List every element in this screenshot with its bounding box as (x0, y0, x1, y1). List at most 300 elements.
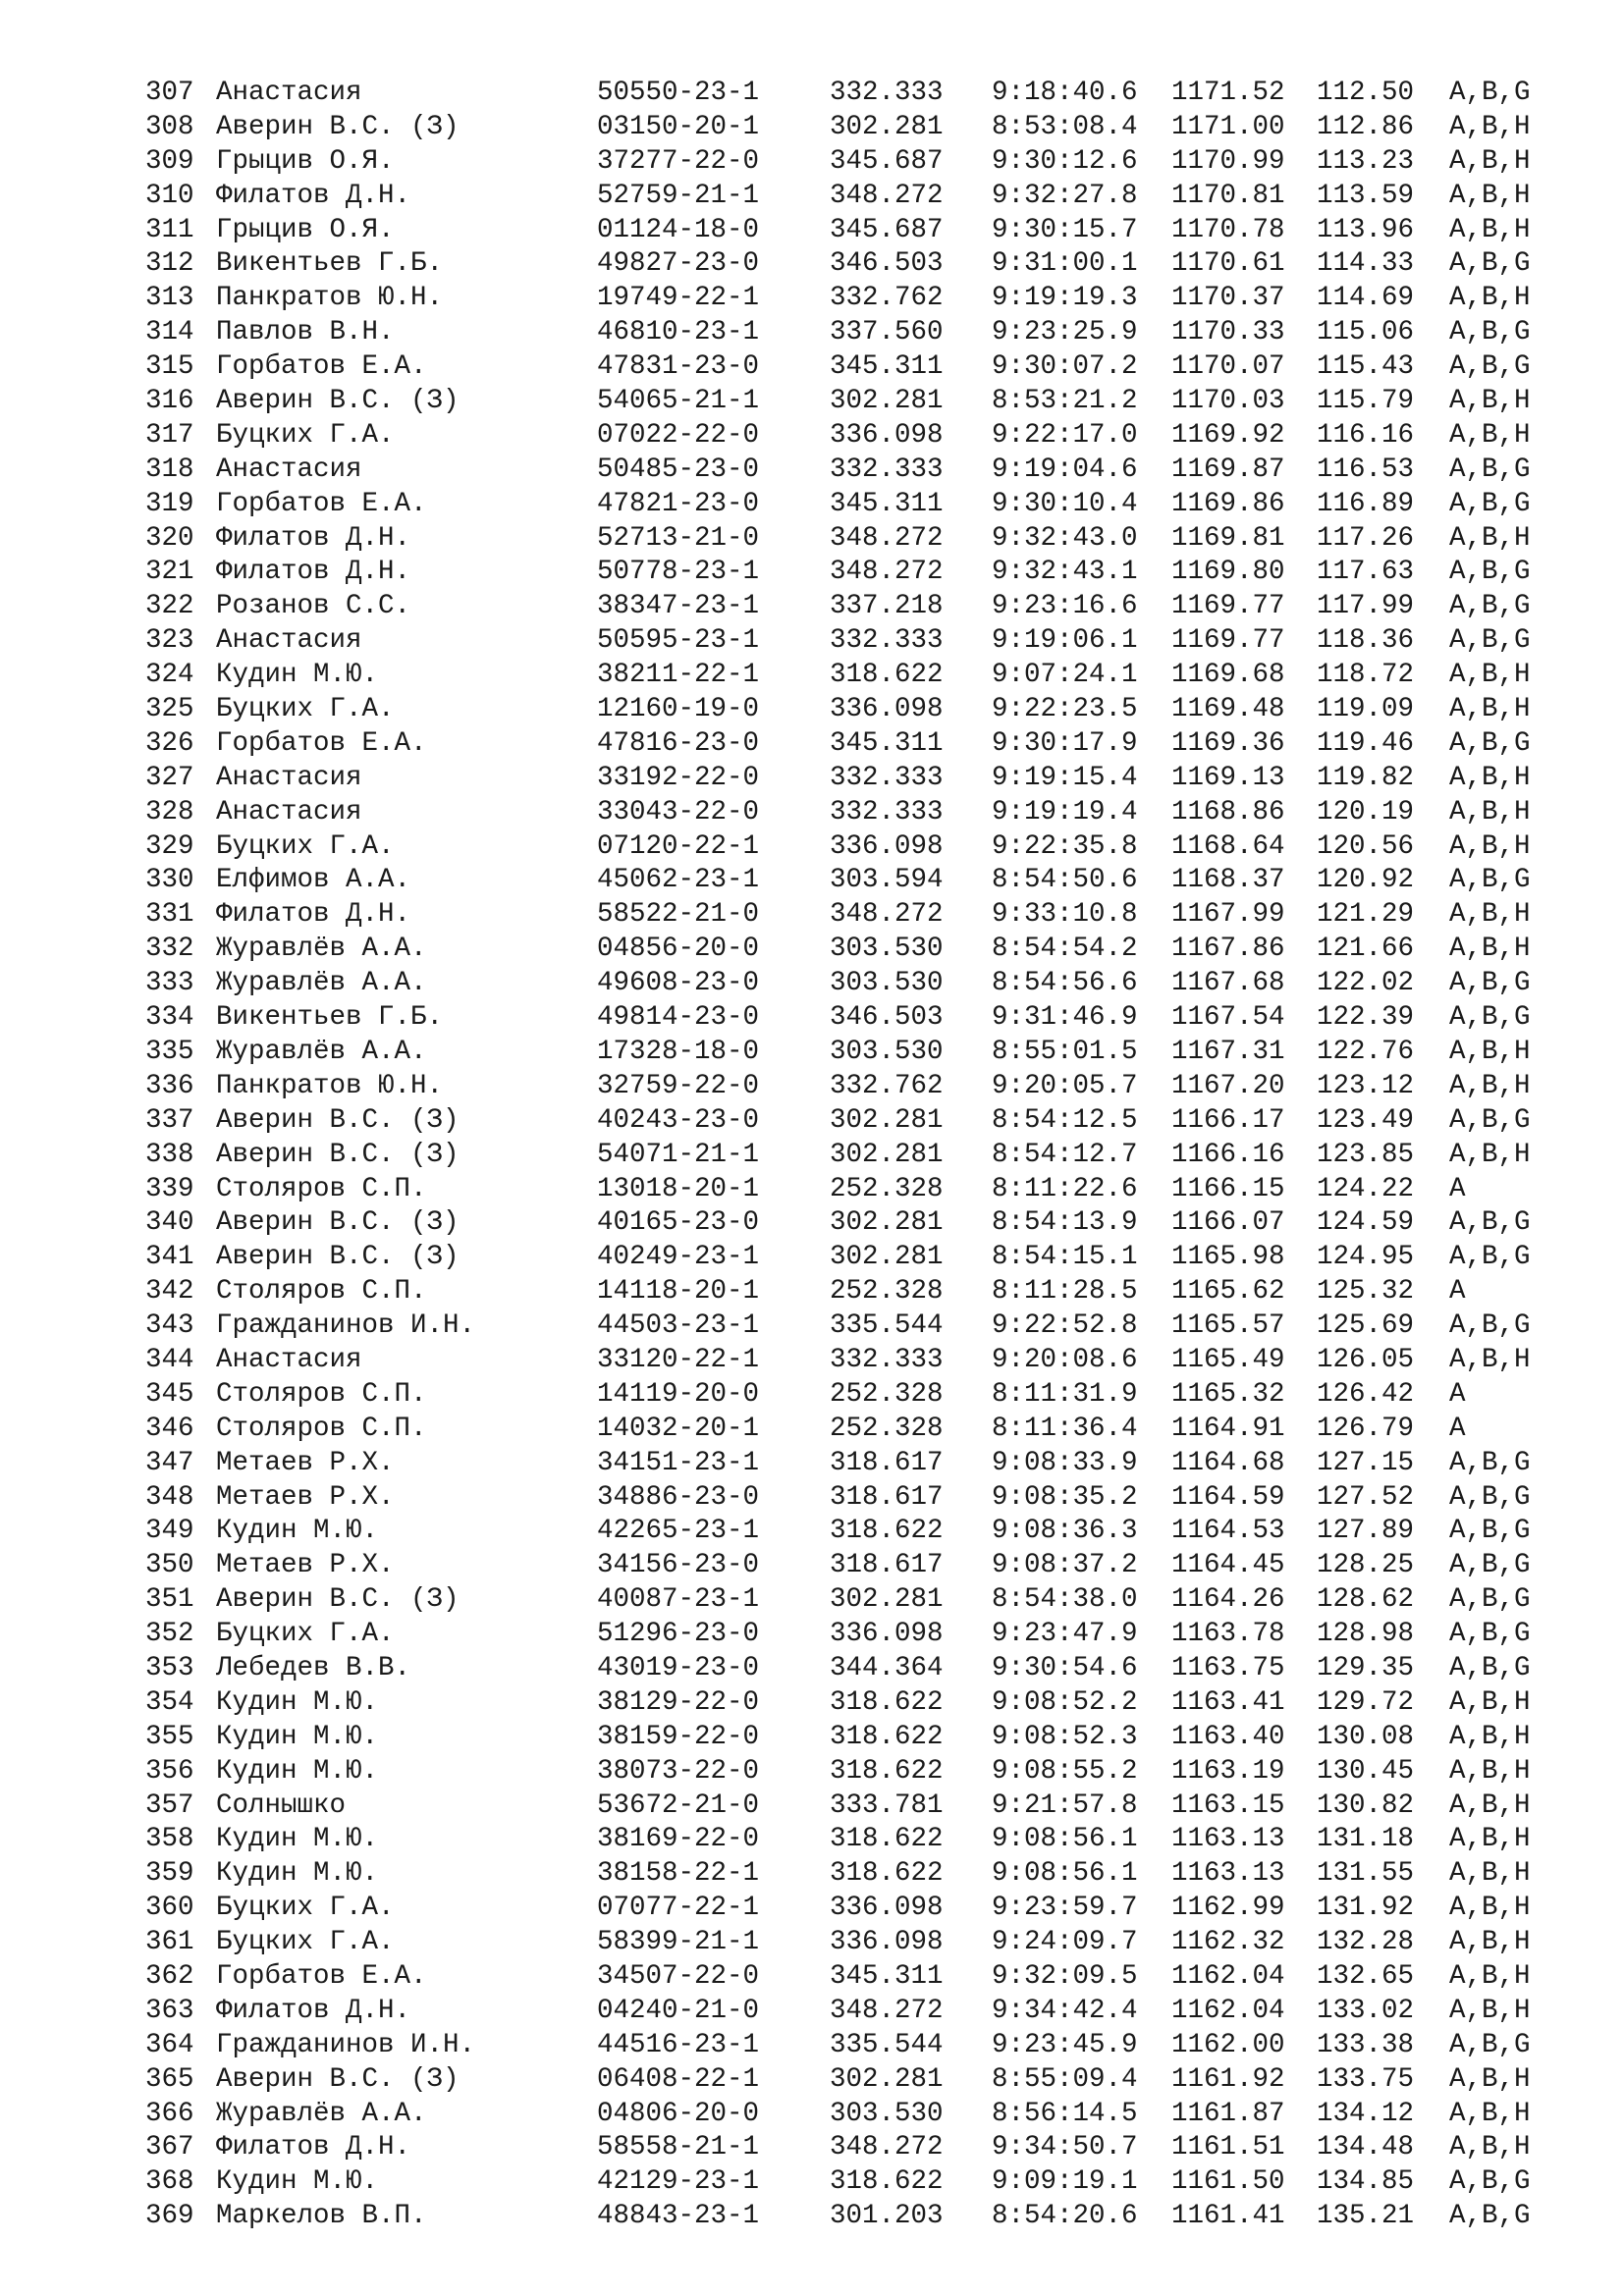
table-row (145, 1275, 1567, 1309)
speed-cell: 1164.45 (1171, 1550, 1285, 1581)
speed-cell: 1168.86 (1171, 796, 1285, 828)
arrival-time-cell: 9:23:45.9 (992, 2029, 1138, 2060)
coefficient-cell: 134.48 (1317, 2132, 1415, 2163)
rank-cell: 318 (145, 454, 194, 485)
distance-cell: 345.311 (830, 351, 944, 383)
speed-cell: 1162.00 (1171, 2029, 1285, 2060)
distance-cell: 345.311 (830, 488, 944, 519)
speed-cell: 1169.87 (1171, 454, 1285, 485)
flags-cell: A,B,G (1449, 488, 1531, 519)
arrival-time-cell: 8:54:20.6 (992, 2201, 1138, 2232)
rank-cell: 340 (145, 1207, 194, 1239)
flags-cell: A,B,H (1449, 2098, 1531, 2129)
flags-cell: A,B,H (1449, 2063, 1531, 2095)
rank-cell: 357 (145, 1789, 194, 1821)
coefficient-cell: 131.55 (1317, 1858, 1415, 1890)
distance-cell: 337.218 (830, 591, 944, 622)
flags-cell: A,B,G (1449, 454, 1531, 485)
speed-cell: 1169.81 (1171, 522, 1285, 554)
coefficient-cell: 125.32 (1317, 1276, 1415, 1308)
arrival-time-cell: 9:19:19.3 (992, 283, 1138, 314)
ring-number-cell: 50550-23-1 (597, 78, 760, 108)
coefficient-cell: 135.21 (1317, 2201, 1415, 2232)
ring-number-cell: 04240-21-0 (597, 1995, 760, 2026)
flags-cell: A,B,H (1449, 1858, 1531, 1890)
rank-cell: 319 (145, 488, 194, 519)
rank-cell: 317 (145, 419, 194, 451)
rank-cell: 368 (145, 2166, 194, 2198)
rank-cell: 327 (145, 762, 194, 793)
flags-cell: A,B,H (1449, 1755, 1531, 1787)
arrival-time-cell: 8:54:15.1 (992, 1242, 1138, 1273)
flags-cell: A,B,G (1449, 78, 1531, 108)
flags-cell: A,B,H (1449, 1824, 1531, 1855)
table-row (145, 967, 1567, 1001)
speed-cell: 1170.33 (1171, 317, 1285, 348)
speed-cell: 1167.99 (1171, 899, 1285, 931)
speed-cell: 1170.61 (1171, 248, 1285, 280)
table-row (145, 2131, 1567, 2165)
fancier-name-cell: Столяров С.П. (216, 1378, 427, 1410)
speed-cell: 1169.48 (1171, 694, 1285, 725)
table-row (145, 796, 1567, 830)
speed-cell: 1171.00 (1171, 111, 1285, 142)
arrival-time-cell: 8:54:54.2 (992, 934, 1138, 965)
fancier-name-cell: Грыцив О.Я. (216, 214, 395, 245)
flags-cell: A,B,H (1449, 1070, 1531, 1101)
arrival-time-cell: 9:33:10.8 (992, 899, 1138, 931)
fancier-name-cell: Анастасия (216, 1344, 362, 1375)
table-row (145, 1549, 1567, 1583)
distance-cell: 318.622 (830, 1858, 944, 1890)
coefficient-cell: 119.09 (1317, 694, 1415, 725)
table-row (145, 1721, 1567, 1755)
fancier-name-cell: Розанов С.С. (216, 591, 411, 622)
ring-number-cell: 40165-23-0 (597, 1207, 760, 1239)
distance-cell: 302.281 (830, 1207, 944, 1239)
flags-cell: A,B,H (1449, 1893, 1531, 1924)
flags-cell: A,B,G (1449, 1481, 1531, 1513)
table-row (145, 1241, 1567, 1275)
rank-cell: 311 (145, 214, 194, 245)
rank-cell: 342 (145, 1276, 194, 1308)
coefficient-cell: 124.22 (1317, 1173, 1415, 1204)
distance-cell: 332.762 (830, 283, 944, 314)
flags-cell: A,B,G (1449, 1619, 1531, 1650)
table-row (145, 1104, 1567, 1139)
ring-number-cell: 49608-23-0 (597, 968, 760, 999)
rank-cell: 341 (145, 1242, 194, 1273)
fancier-name-cell: Кудин М.Ю. (216, 1516, 379, 1547)
table-row (145, 898, 1567, 933)
rank-cell: 351 (145, 1584, 194, 1616)
table-row (145, 454, 1567, 488)
fancier-name-cell: Журавлёв А.А. (216, 2098, 427, 2129)
distance-cell: 252.328 (830, 1173, 944, 1204)
ring-number-cell: 44503-23-1 (597, 1310, 760, 1342)
arrival-time-cell: 9:24:09.7 (992, 1927, 1138, 1958)
table-row (145, 1823, 1567, 1857)
arrival-time-cell: 8:56:14.5 (992, 2098, 1138, 2129)
coefficient-cell: 124.95 (1317, 1242, 1415, 1273)
ring-number-cell: 01124-18-0 (597, 214, 760, 245)
distance-cell: 332.762 (830, 1070, 944, 1101)
flags-cell: A,B,G (1449, 865, 1531, 896)
flags-cell: A,B,G (1449, 557, 1531, 588)
table-row (145, 727, 1567, 762)
flags-cell: A,B,H (1449, 830, 1531, 862)
arrival-time-cell: 9:20:05.7 (992, 1070, 1138, 1101)
table-row (145, 1378, 1567, 1413)
speed-cell: 1167.54 (1171, 1002, 1285, 1034)
fancier-name-cell: Метаев Р.Х. (216, 1550, 395, 1581)
rank-cell: 356 (145, 1755, 194, 1787)
arrival-time-cell: 8:54:12.5 (992, 1104, 1138, 1136)
coefficient-cell: 122.76 (1317, 1036, 1415, 1067)
flags-cell: A,B,G (1449, 1207, 1531, 1239)
fancier-name-cell: Анастасия (216, 78, 362, 108)
speed-cell: 1161.51 (1171, 2132, 1285, 2163)
flags-cell: A,B,H (1449, 1721, 1531, 1752)
flags-cell: A,B,H (1449, 1789, 1531, 1821)
fancier-name-cell: Метаев Р.Х. (216, 1447, 395, 1478)
rank-cell: 347 (145, 1447, 194, 1478)
table-row (145, 1618, 1567, 1652)
table-row (145, 1001, 1567, 1036)
fancier-name-cell: Филатов Д.Н. (216, 522, 411, 554)
ring-number-cell: 40249-23-1 (597, 1242, 760, 1273)
speed-cell: 1163.13 (1171, 1824, 1285, 1855)
distance-cell: 302.281 (830, 1242, 944, 1273)
distance-cell: 318.622 (830, 1686, 944, 1718)
ring-number-cell: 47831-23-0 (597, 351, 760, 383)
arrival-time-cell: 9:31:46.9 (992, 1002, 1138, 1034)
ring-number-cell: 49827-23-0 (597, 248, 760, 280)
coefficient-cell: 128.98 (1317, 1619, 1415, 1650)
ring-number-cell: 45062-23-1 (597, 865, 760, 896)
ring-number-cell: 58399-21-1 (597, 1927, 760, 1958)
table-row (145, 316, 1567, 350)
arrival-time-cell: 8:53:21.2 (992, 386, 1138, 417)
speed-cell: 1161.50 (1171, 2166, 1285, 2198)
coefficient-cell: 118.72 (1317, 660, 1415, 691)
rank-cell: 326 (145, 727, 194, 759)
speed-cell: 1165.57 (1171, 1310, 1285, 1342)
flags-cell: A,B,H (1449, 2132, 1531, 2163)
ring-number-cell: 33120-22-1 (597, 1344, 760, 1375)
flags-cell: A,B,H (1449, 1960, 1531, 1992)
ring-number-cell: 14032-20-1 (597, 1413, 760, 1444)
coefficient-cell: 124.59 (1317, 1207, 1415, 1239)
fancier-name-cell: Буцких Г.А. (216, 1619, 395, 1650)
arrival-time-cell: 9:19:19.4 (992, 796, 1138, 828)
fancier-name-cell: Кудин М.Ю. (216, 1858, 379, 1890)
arrival-time-cell: 9:08:37.2 (992, 1550, 1138, 1581)
speed-cell: 1165.98 (1171, 1242, 1285, 1273)
table-row (145, 1309, 1567, 1344)
arrival-time-cell: 9:22:52.8 (992, 1310, 1138, 1342)
ring-number-cell: 53672-21-0 (597, 1789, 760, 1821)
fancier-name-cell: Гражданинов И.Н. (216, 2029, 476, 2060)
coefficient-cell: 127.52 (1317, 1481, 1415, 1513)
distance-cell: 336.098 (830, 1619, 944, 1650)
ring-number-cell: 42265-23-1 (597, 1516, 760, 1547)
ring-number-cell: 34151-23-1 (597, 1447, 760, 1478)
distance-cell: 302.281 (830, 1139, 944, 1170)
table-row (145, 419, 1567, 454)
fancier-name-cell: Елфимов А.А. (216, 865, 411, 896)
speed-cell: 1164.91 (1171, 1413, 1285, 1444)
coefficient-cell: 125.69 (1317, 1310, 1415, 1342)
arrival-time-cell: 8:54:38.0 (992, 1584, 1138, 1616)
arrival-time-cell: 9:30:17.9 (992, 727, 1138, 759)
speed-cell: 1169.13 (1171, 762, 1285, 793)
rank-cell: 333 (145, 968, 194, 999)
arrival-time-cell: 8:11:28.5 (992, 1276, 1138, 1308)
fancier-name-cell: Анастасия (216, 625, 362, 657)
ring-number-cell: 34156-23-0 (597, 1550, 760, 1581)
table-row (145, 1447, 1567, 1481)
table-row (145, 1755, 1567, 1789)
arrival-time-cell: 8:54:12.7 (992, 1139, 1138, 1170)
table-row (145, 282, 1567, 316)
fancier-name-cell: Аверин В.С. (З) (216, 1584, 460, 1616)
table-row (145, 659, 1567, 693)
ring-number-cell: 52759-21-1 (597, 180, 760, 211)
speed-cell: 1162.99 (1171, 1893, 1285, 1924)
fancier-name-cell: Кудин М.Ю. (216, 1686, 379, 1718)
table-row (145, 830, 1567, 865)
coefficient-cell: 117.26 (1317, 522, 1415, 554)
ring-number-cell: 04856-20-0 (597, 934, 760, 965)
fancier-name-cell: Горбатов Е.А. (216, 488, 427, 519)
rank-cell: 335 (145, 1036, 194, 1067)
coefficient-cell: 115.79 (1317, 386, 1415, 417)
arrival-time-cell: 9:08:52.3 (992, 1721, 1138, 1752)
fancier-name-cell: Аверин В.С. (З) (216, 1104, 460, 1136)
fancier-name-cell: Журавлёв А.А. (216, 934, 427, 965)
rank-cell: 329 (145, 830, 194, 862)
flags-cell: A,B,H (1449, 522, 1531, 554)
ring-number-cell: 38158-22-1 (597, 1858, 760, 1890)
arrival-time-cell: 9:19:06.1 (992, 625, 1138, 657)
rank-cell: 353 (145, 1652, 194, 1683)
fancier-name-cell: Солнышко (216, 1789, 347, 1821)
coefficient-cell: 112.50 (1317, 78, 1415, 108)
rank-cell: 309 (145, 145, 194, 177)
ring-number-cell: 38073-22-0 (597, 1755, 760, 1787)
distance-cell: 345.687 (830, 214, 944, 245)
rank-cell: 362 (145, 1960, 194, 1992)
table-row (145, 77, 1567, 111)
arrival-time-cell: 8:54:56.6 (992, 968, 1138, 999)
ring-number-cell: 58558-21-1 (597, 2132, 760, 2163)
fancier-name-cell: Аверин В.С. (З) (216, 386, 460, 417)
coefficient-cell: 123.85 (1317, 1139, 1415, 1170)
ring-number-cell: 46810-23-1 (597, 317, 760, 348)
distance-cell: 302.281 (830, 386, 944, 417)
coefficient-cell: 130.82 (1317, 1789, 1415, 1821)
speed-cell: 1163.78 (1171, 1619, 1285, 1650)
ring-number-cell: 38169-22-0 (597, 1824, 760, 1855)
table-row (145, 1070, 1567, 1104)
speed-cell: 1163.41 (1171, 1686, 1285, 1718)
rank-cell: 369 (145, 2201, 194, 2232)
speed-cell: 1161.87 (1171, 2098, 1285, 2129)
table-row (145, 1789, 1567, 1824)
rank-cell: 325 (145, 694, 194, 725)
rank-cell: 363 (145, 1995, 194, 2026)
ring-number-cell: 49814-23-0 (597, 1002, 760, 1034)
distance-cell: 348.272 (830, 1995, 944, 2026)
rank-cell: 314 (145, 317, 194, 348)
fancier-name-cell: Викентьев Г.Б. (216, 248, 444, 280)
speed-cell: 1169.80 (1171, 557, 1285, 588)
speed-cell: 1168.37 (1171, 865, 1285, 896)
ring-number-cell: 33043-22-0 (597, 796, 760, 828)
coefficient-cell: 132.28 (1317, 1927, 1415, 1958)
flags-cell: A,B,G (1449, 1310, 1531, 1342)
arrival-time-cell: 8:54:50.6 (992, 865, 1138, 896)
coefficient-cell: 127.89 (1317, 1516, 1415, 1547)
speed-cell: 1170.78 (1171, 214, 1285, 245)
arrival-time-cell: 9:08:36.3 (992, 1516, 1138, 1547)
coefficient-cell: 117.99 (1317, 591, 1415, 622)
rank-cell: 343 (145, 1310, 194, 1342)
arrival-time-cell: 9:19:04.6 (992, 454, 1138, 485)
coefficient-cell: 118.36 (1317, 625, 1415, 657)
distance-cell: 318.622 (830, 660, 944, 691)
rank-cell: 313 (145, 283, 194, 314)
rank-cell: 345 (145, 1378, 194, 1410)
flags-cell: A,B,G (1449, 1002, 1531, 1034)
flags-cell: A,B,H (1449, 386, 1531, 417)
rank-cell: 308 (145, 111, 194, 142)
flags-cell: A,B,G (1449, 1516, 1531, 1547)
coefficient-cell: 123.12 (1317, 1070, 1415, 1101)
fancier-name-cell: Горбатов Е.А. (216, 351, 427, 383)
coefficient-cell: 122.02 (1317, 968, 1415, 999)
rank-cell: 348 (145, 1481, 194, 1513)
flags-cell: A,B,G (1449, 968, 1531, 999)
table-row (145, 1036, 1567, 1070)
flags-cell: A,B,H (1449, 762, 1531, 793)
distance-cell: 302.281 (830, 1104, 944, 1136)
fancier-name-cell: Панкратов Ю.Н. (216, 1070, 444, 1101)
distance-cell: 318.622 (830, 1755, 944, 1787)
table-row (145, 1515, 1567, 1549)
distance-cell: 318.617 (830, 1481, 944, 1513)
table-row (145, 864, 1567, 898)
arrival-time-cell: 9:30:15.7 (992, 214, 1138, 245)
distance-cell: 318.622 (830, 1516, 944, 1547)
rank-cell: 366 (145, 2098, 194, 2129)
arrival-time-cell: 9:30:07.2 (992, 351, 1138, 383)
speed-cell: 1166.15 (1171, 1173, 1285, 1204)
table-row (145, 1173, 1567, 1207)
table-row (145, 933, 1567, 967)
distance-cell: 337.560 (830, 317, 944, 348)
distance-cell: 335.544 (830, 1310, 944, 1342)
rank-cell: 321 (145, 557, 194, 588)
distance-cell: 335.544 (830, 2029, 944, 2060)
flags-cell: A,B,G (1449, 1652, 1531, 1683)
coefficient-cell: 131.92 (1317, 1893, 1415, 1924)
speed-cell: 1164.53 (1171, 1516, 1285, 1547)
ring-number-cell: 42129-23-1 (597, 2166, 760, 2198)
ring-number-cell: 50778-23-1 (597, 557, 760, 588)
arrival-time-cell: 8:53:08.4 (992, 111, 1138, 142)
arrival-time-cell: 9:31:00.1 (992, 248, 1138, 280)
ring-number-cell: 38159-22-0 (597, 1721, 760, 1752)
fancier-name-cell: Анастасия (216, 454, 362, 485)
speed-cell: 1161.41 (1171, 2201, 1285, 2232)
flags-cell: A,B,H (1449, 1686, 1531, 1718)
ring-number-cell: 34886-23-0 (597, 1481, 760, 1513)
distance-cell: 345.311 (830, 1960, 944, 1992)
ring-number-cell: 44516-23-1 (597, 2029, 760, 2060)
fancier-name-cell: Филатов Д.Н. (216, 180, 411, 211)
flags-cell: A,B,H (1449, 899, 1531, 931)
speed-cell: 1163.40 (1171, 1721, 1285, 1752)
coefficient-cell: 127.15 (1317, 1447, 1415, 1478)
distance-cell: 346.503 (830, 248, 944, 280)
flags-cell: A,B,H (1449, 694, 1531, 725)
distance-cell: 318.617 (830, 1447, 944, 1478)
coefficient-cell: 119.82 (1317, 762, 1415, 793)
fancier-name-cell: Филатов Д.Н. (216, 2132, 411, 2163)
speed-cell: 1167.20 (1171, 1070, 1285, 1101)
flags-cell: A,B,H (1449, 1344, 1531, 1375)
speed-cell: 1169.36 (1171, 727, 1285, 759)
coefficient-cell: 114.33 (1317, 248, 1415, 280)
speed-cell: 1167.68 (1171, 968, 1285, 999)
coefficient-cell: 128.62 (1317, 1584, 1415, 1616)
arrival-time-cell: 9:19:15.4 (992, 762, 1138, 793)
flags-cell: A,B,H (1449, 180, 1531, 211)
fancier-name-cell: Журавлёв А.А. (216, 968, 427, 999)
coefficient-cell: 126.05 (1317, 1344, 1415, 1375)
arrival-time-cell: 9:08:35.2 (992, 1481, 1138, 1513)
ring-number-cell: 54071-21-1 (597, 1139, 760, 1170)
arrival-time-cell: 9:08:56.1 (992, 1824, 1138, 1855)
speed-cell: 1162.04 (1171, 1960, 1285, 1992)
fancier-name-cell: Панкратов Ю.Н. (216, 283, 444, 314)
fancier-name-cell: Гражданинов И.Н. (216, 1310, 476, 1342)
table-row (145, 488, 1567, 522)
flags-cell: A,B,H (1449, 419, 1531, 451)
coefficient-cell: 113.59 (1317, 180, 1415, 211)
speed-cell: 1162.04 (1171, 1995, 1285, 2026)
arrival-time-cell: 9:23:16.6 (992, 591, 1138, 622)
rank-cell: 336 (145, 1070, 194, 1101)
speed-cell: 1167.31 (1171, 1036, 1285, 1067)
ring-number-cell: 50485-23-0 (597, 454, 760, 485)
arrival-time-cell: 9:23:47.9 (992, 1619, 1138, 1650)
arrival-time-cell: 9:32:27.8 (992, 180, 1138, 211)
speed-cell: 1170.37 (1171, 283, 1285, 314)
speed-cell: 1164.26 (1171, 1584, 1285, 1616)
ring-number-cell: 40087-23-1 (597, 1584, 760, 1616)
fancier-name-cell: Аверин В.С. (З) (216, 1207, 460, 1239)
results-table (145, 77, 1567, 2234)
distance-cell: 252.328 (830, 1276, 944, 1308)
table-row (145, 1344, 1567, 1378)
arrival-time-cell: 9:30:54.6 (992, 1652, 1138, 1683)
fancier-name-cell: Филатов Д.Н. (216, 557, 411, 588)
arrival-time-cell: 9:21:57.8 (992, 1789, 1138, 1821)
coefficient-cell: 115.06 (1317, 317, 1415, 348)
